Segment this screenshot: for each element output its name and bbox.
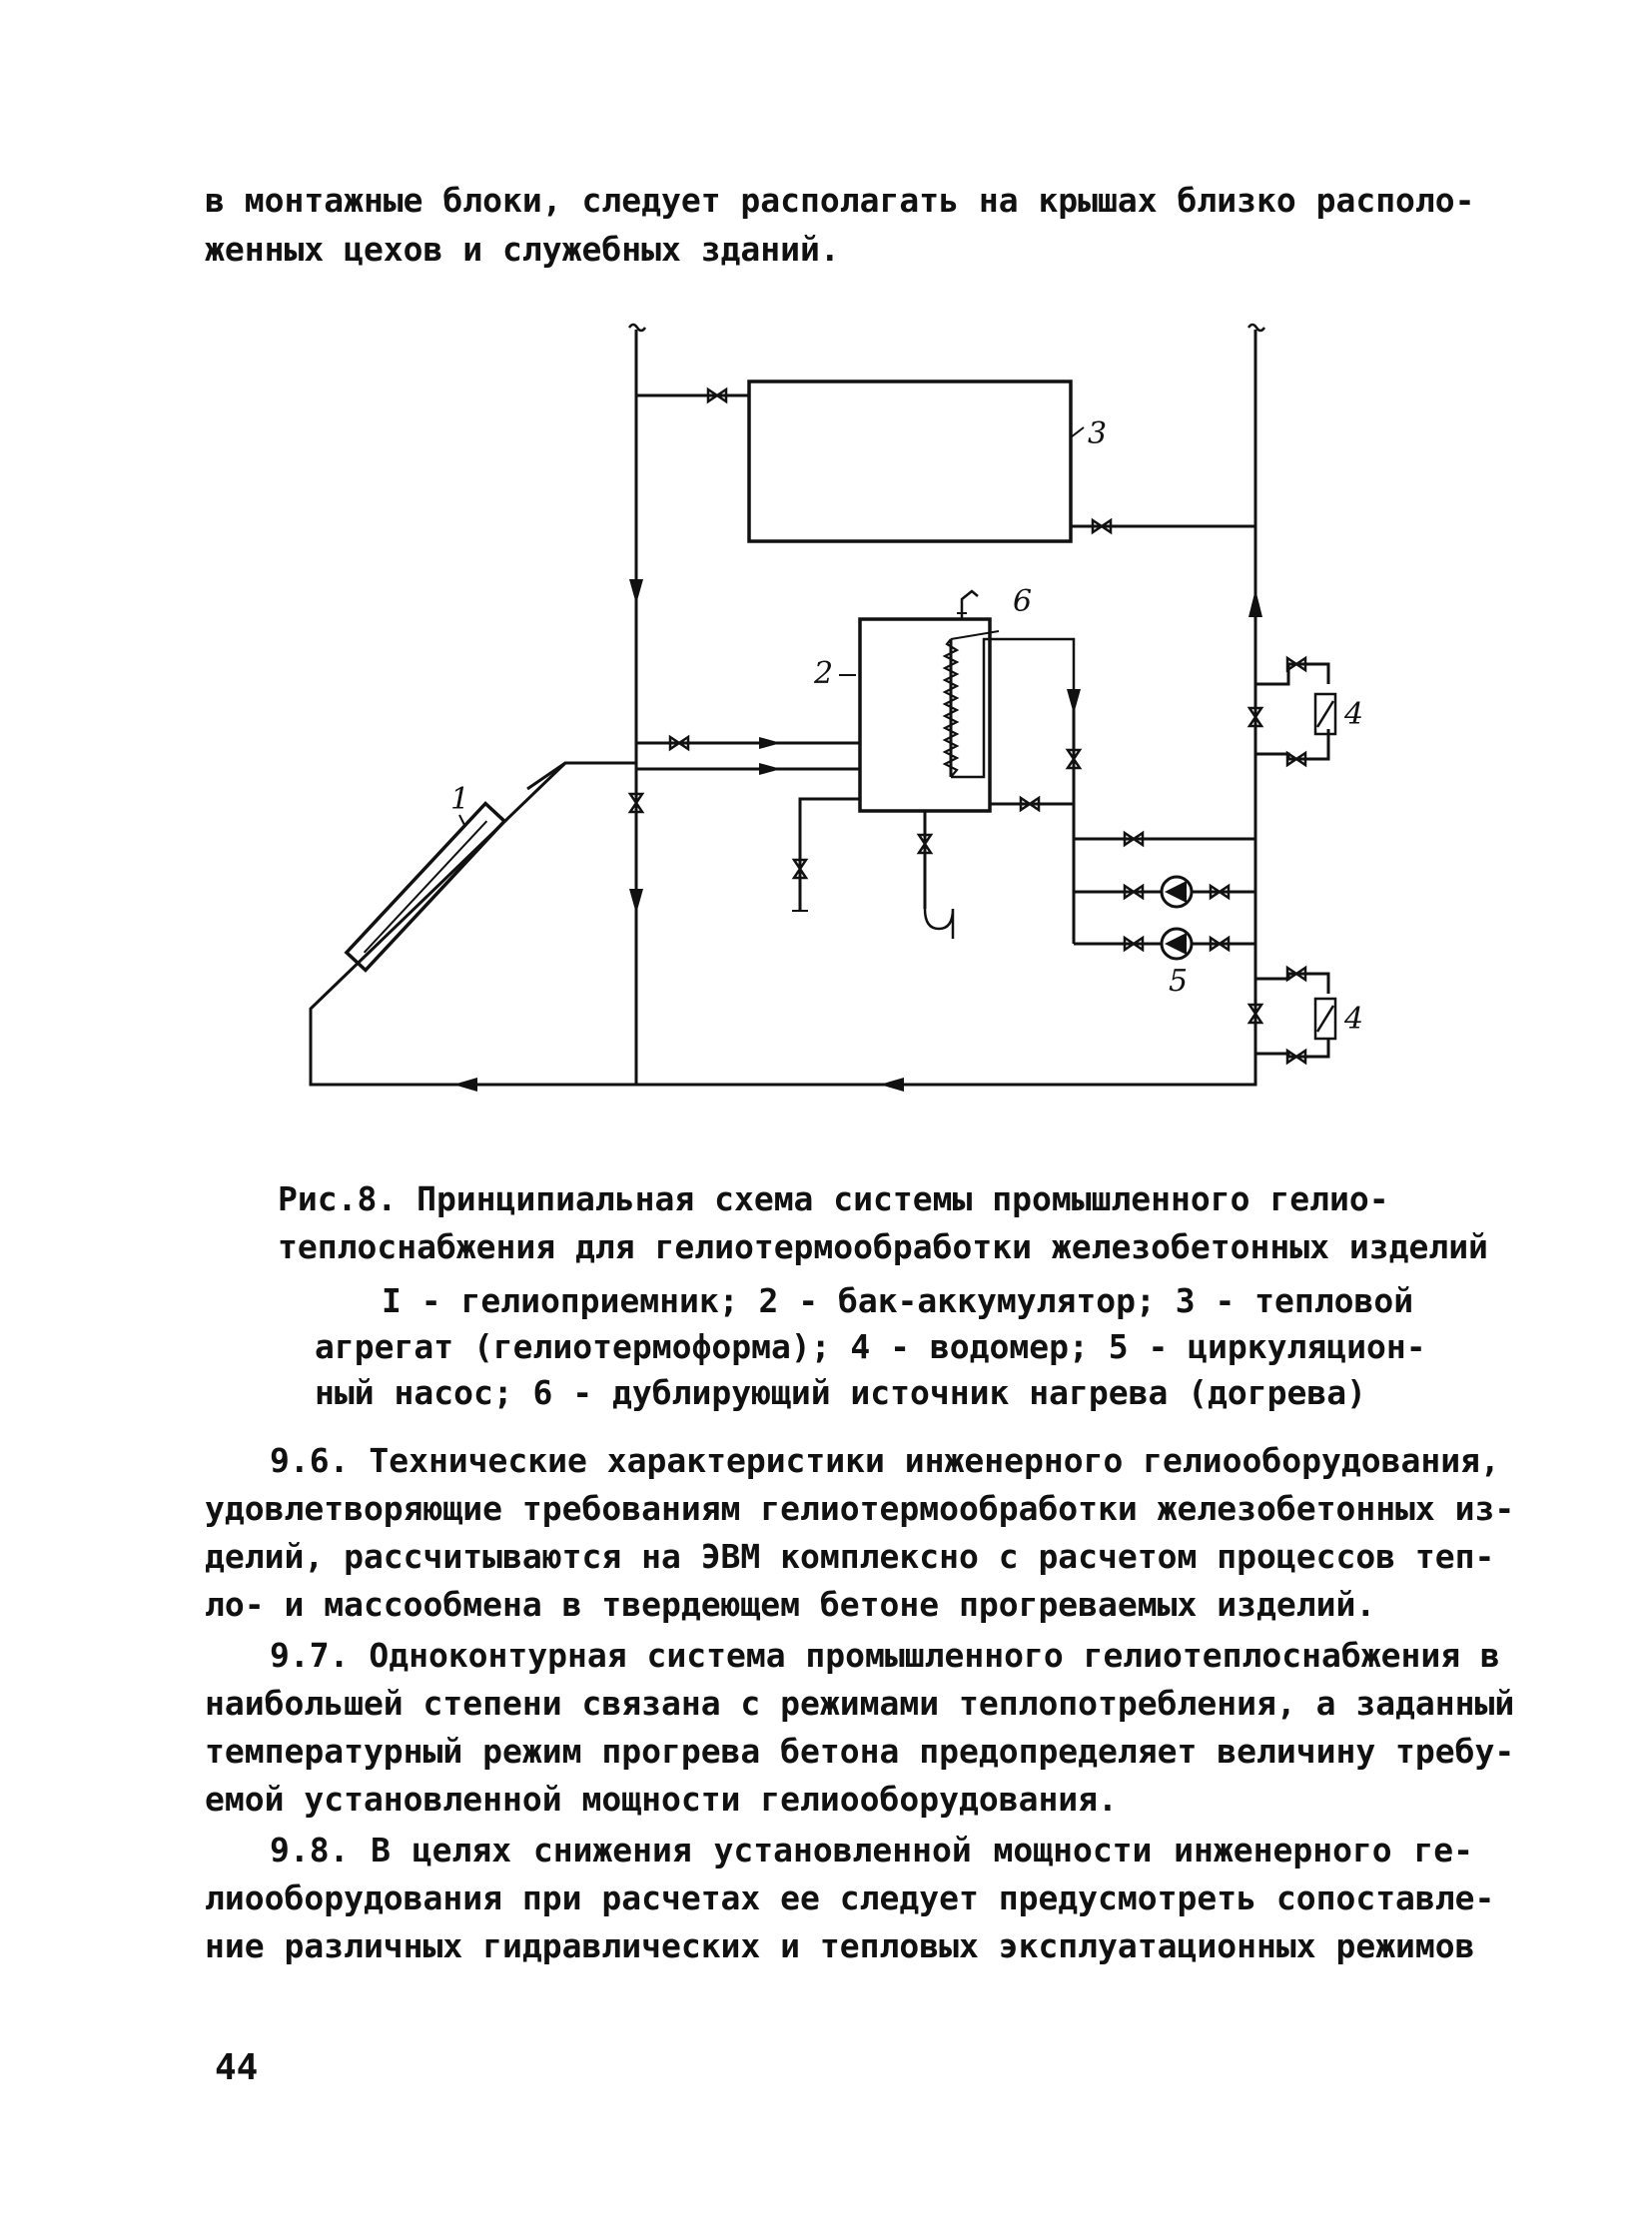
para-9-8-line-3: ние различных гидравлических и тепловых эксплуатационных режимов (205, 1926, 1475, 1965)
valves (630, 389, 1305, 1063)
figure-legend-line-3: ный насос; 6 - дублирующий источник нагрева (догрева) (315, 1373, 1366, 1412)
para-9-7-line-2: наибольшей степени связана с режимами теплопотребления, а заданный (205, 1684, 1515, 1723)
para-9-8-line-2: лиооборудования при расчетах ее следует предусмотреть сопоставле- (205, 1878, 1495, 1917)
figure-legend-line-1: I - гелиоприемник; 2 - бак-аккумулятор; 3 - тепловой (382, 1281, 1414, 1320)
para-9-8-line-1: 9.8. В целях снижения установленной мощности инженерного ге- (270, 1831, 1473, 1869)
label-meter-top: 4 (1344, 697, 1364, 732)
label-backup-heater: 6 (1013, 584, 1033, 619)
label-tank: 2 (814, 656, 834, 691)
figure-legend-line-2: агрегат (гелиотермоформа); 4 - водомер; 5 - циркуляцион- (315, 1327, 1426, 1366)
label-collector: 1 (450, 782, 470, 817)
label-pump: 5 (1169, 964, 1189, 999)
para-9-6-line-1: 9.6. Технические характеристики инженерного гелиооборудования, (270, 1441, 1500, 1480)
para-9-7-line-3: температурный режим прогрева бетона предопределяет величину требу- (205, 1732, 1515, 1771)
label-meter-bottom: 4 (1344, 1002, 1364, 1037)
circulation-pumps (1162, 877, 1192, 959)
para-9-7-line-1: 9.7. Одноконтурная система промышленного гелиотеплоснабжения в (270, 1636, 1500, 1675)
intro-line-2: женных цехов и служебных зданий. (205, 230, 840, 269)
figure-caption-line-1: Рис.8. Принципиальная схема системы промышленного гелио- (278, 1179, 1389, 1218)
label-thermal-unit: 3 (1088, 416, 1108, 451)
para-9-7-line-4: емой установленной мощности гелиооборудования. (205, 1780, 1118, 1819)
para-9-6-line-4: ло- и массообмена в твердеющем бетоне прогреваемых изделий. (205, 1585, 1376, 1624)
intro-line-1: в монтажные блоки, следует располагать на крышах близко располо- (205, 181, 1475, 220)
para-9-6-line-3: делий, рассчитываются на ЭВМ комплексно с расчетом процессов теп- (205, 1537, 1495, 1576)
figure-caption-line-2: теплоснабжения для гелиотермообработки железобетонных изделий (278, 1227, 1488, 1266)
page-number: 44 (215, 2047, 259, 2088)
para-9-6-line-2: удовлетворяющие требованиям гелиотермообработки железобетонных из- (205, 1489, 1515, 1528)
